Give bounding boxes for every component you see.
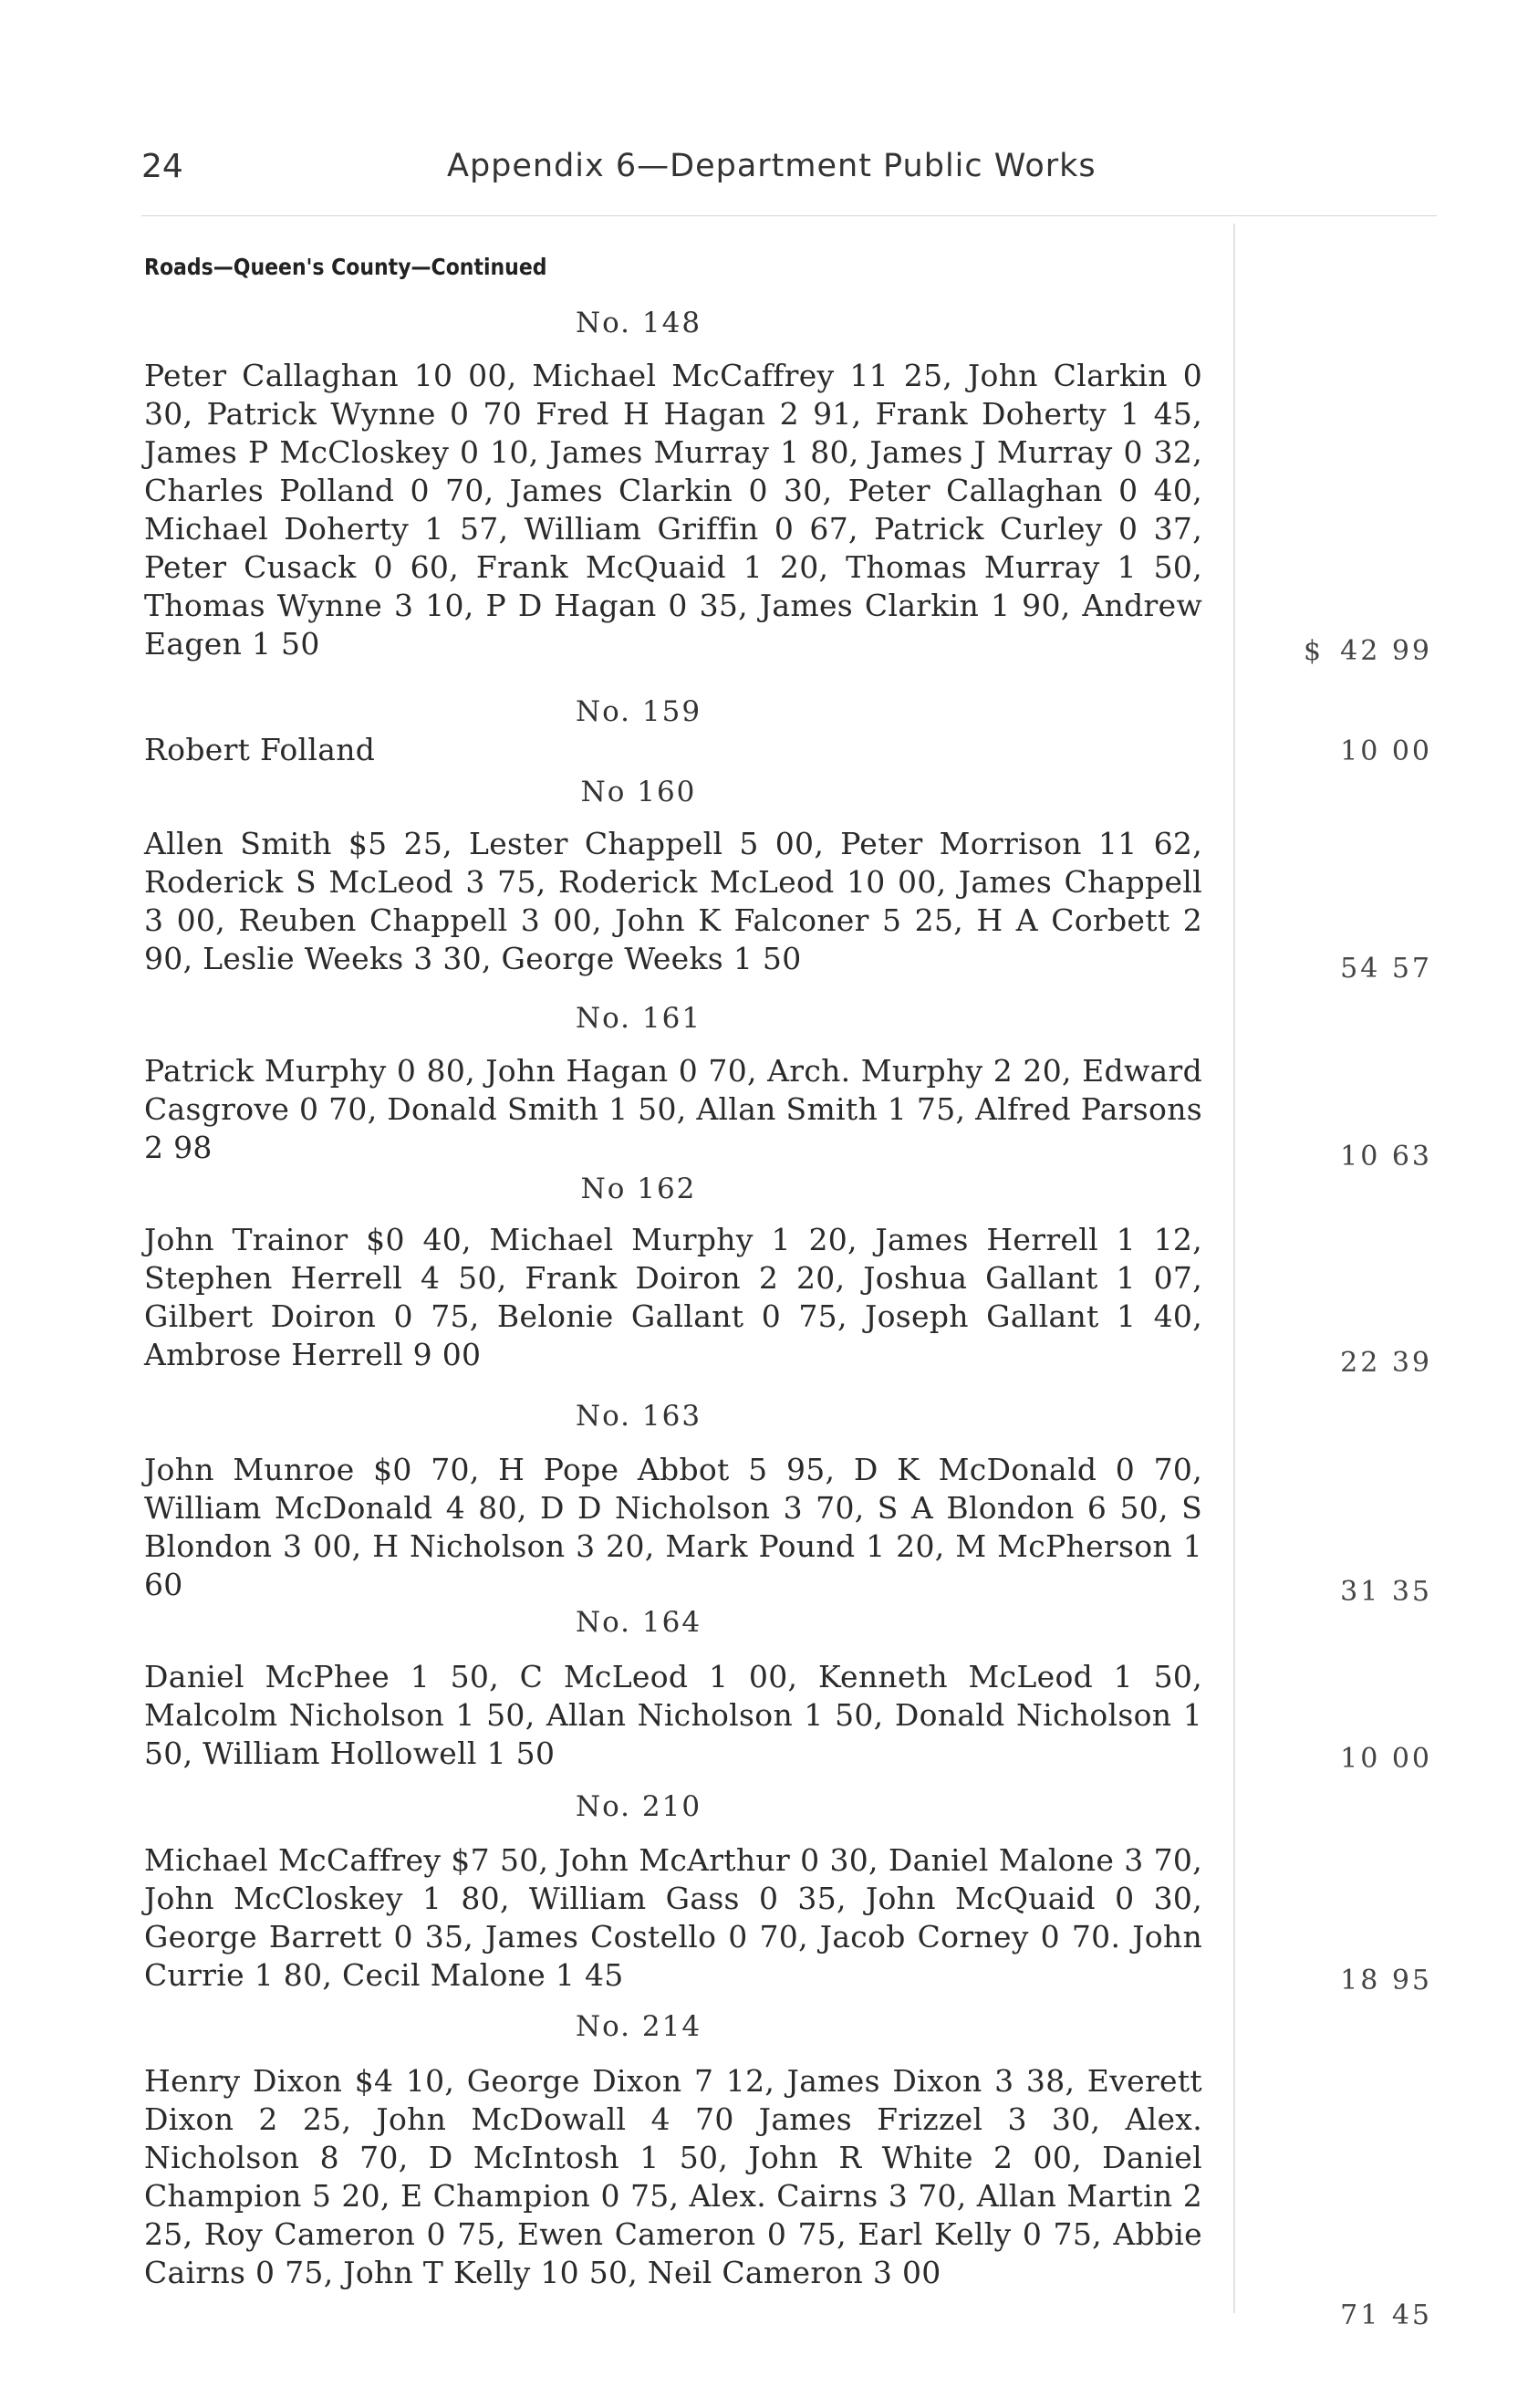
running-title: Appendix 6—Department Public Works — [447, 148, 1097, 184]
entry-number: No. 210 — [575, 1790, 702, 1823]
entry-text: Allen Smith $5 25, Lester Chappell 5 00, Peter Morrison 11 62, Roderick S McLeod 3 75, Roderick McLeod 10 00, James Chappell 3 00, Reuben Chappell 3 00, John K Falconer 5 25, H A Corbett 2 90, Leslie Weeks 3 30, George Weeks 1 50 — [144, 826, 1202, 976]
entry-text: Daniel McPhee 1 50, C McLeod 1 00, Kenneth McLeod 1 50, Malcolm Nicholson 1 50, Allan Nicholson 1 50, Donald Nicholson 1 50, William Hollowell 1 50 — [144, 1659, 1202, 1771]
entry-amount: 10 63 — [1340, 1141, 1432, 1173]
entry-amount: 54 57 — [1340, 953, 1432, 985]
entry-number: No. 164 — [575, 1606, 702, 1639]
entry-number: No 160 — [580, 776, 697, 808]
entry-number: No 162 — [580, 1173, 697, 1205]
entry-text: Robert Folland — [144, 732, 376, 767]
entry-number: No. 161 — [575, 1002, 702, 1035]
entry-amount: 31 35 — [1340, 1576, 1432, 1608]
page-header — [141, 148, 1446, 203]
entry-text: Michael McCaffrey $7 50, John McArthur 0 30, Daniel Malone 3 70, John McCloskey 1 80, William Gass 0 35, John McQuaid 0 30, George Barrett 0 35, James Costello 0 70, Jacob Corney 0 70. John Currie 1 80, Cecil Malone 1 45 — [144, 1842, 1202, 1993]
entry-number: No. 159 — [575, 695, 702, 728]
entry-amount: 18 95 — [1340, 1965, 1432, 1996]
entry-amount — [1250, 635, 1432, 667]
entry-amount: 22 39 — [1340, 1347, 1432, 1379]
header-divider — [141, 215, 1437, 216]
section-heading: Roads—Queen's County—Continued — [144, 254, 547, 280]
entry-text: Patrick Murphy 0 80, John Hagan 0 70, Arch. Murphy 2 20, Edward Casgrove 0 70, Donald Smith 1 50, Allan Smith 1 75, Alfred Parsons 2 98 — [144, 1053, 1202, 1165]
entry-text: Henry Dixon $4 10, George Dixon 7 12, James Dixon 3 38, Everett Dixon 2 25, John McDowall 4 70 James Frizzel 3 30, Alex. Nicholson 8 70, D McIntosh 1 50, John R White 2 00, Daniel Champion 5 20, E Champion 0 75, Alex. Cairns 3 70, Allan Martin 2 25, Roy Cameron 0 75, Ewen Cameron 0 75, Earl Kelly 0 75, Abbie Cairns 0 75, John T Kelly 10 50, Neil Cameron 3 00 — [144, 2063, 1202, 2290]
entry-amount: 71 45 — [1340, 2299, 1432, 2331]
entry-text: John Trainor $0 40, Michael Murphy 1 20, James Herrell 1 12, Stephen Herrell 4 50, Frank Doiron 2 20, Joshua Gallant 1 07, Gilbert Doiron 0 75, Belonie Gallant 0 75, Joseph Gallant 1 40, Ambrose Herrell 9 00 — [144, 1222, 1202, 1372]
amount-column-divider — [1233, 224, 1235, 2313]
entry-number: No. 214 — [575, 2010, 702, 2043]
amount-value: 42 99 — [1340, 635, 1432, 667]
entry-number: No. 148 — [575, 307, 702, 339]
currency-symbol: $ — [1304, 635, 1325, 667]
entry-amount: 10 00 — [1340, 735, 1432, 767]
entry-text: John Munroe $0 70, H Pope Abbot 5 95, D K McDonald 0 70, William McDonald 4 80, D D Nicholson 3 70, S A Blondon 6 50, S Blondon 3 00, H Nicholson 3 20, Mark Pound 1 20, M McPherson 1 60 — [144, 1452, 1202, 1602]
entry-number: No. 163 — [575, 1400, 702, 1433]
entry-text: Peter Callaghan 10 00, Michael McCaffrey 11 25, John Clarkin 0 30, Patrick Wynne 0 70 Fred H Hagan 2 91, Frank Doherty 1 45, James P McCloskey 0 10, James Murray 1 80, James J Murray 0 32, Charles Polland 0 70, James Clarkin 0 30, Peter Callaghan 0 40, Michael Doherty 1 57, William Griffin 0 67, Patrick Curley 0 37, Peter Cusack 0 60, Frank McQuaid 1 20, Thomas Murray 1 50, Thomas Wynne 3 10, P D Hagan 0 35, James Clarkin 1 90, Andrew Eagen 1 50 — [144, 358, 1202, 662]
page-number: 24 — [141, 148, 183, 185]
entry-amount: 10 00 — [1340, 1743, 1432, 1775]
